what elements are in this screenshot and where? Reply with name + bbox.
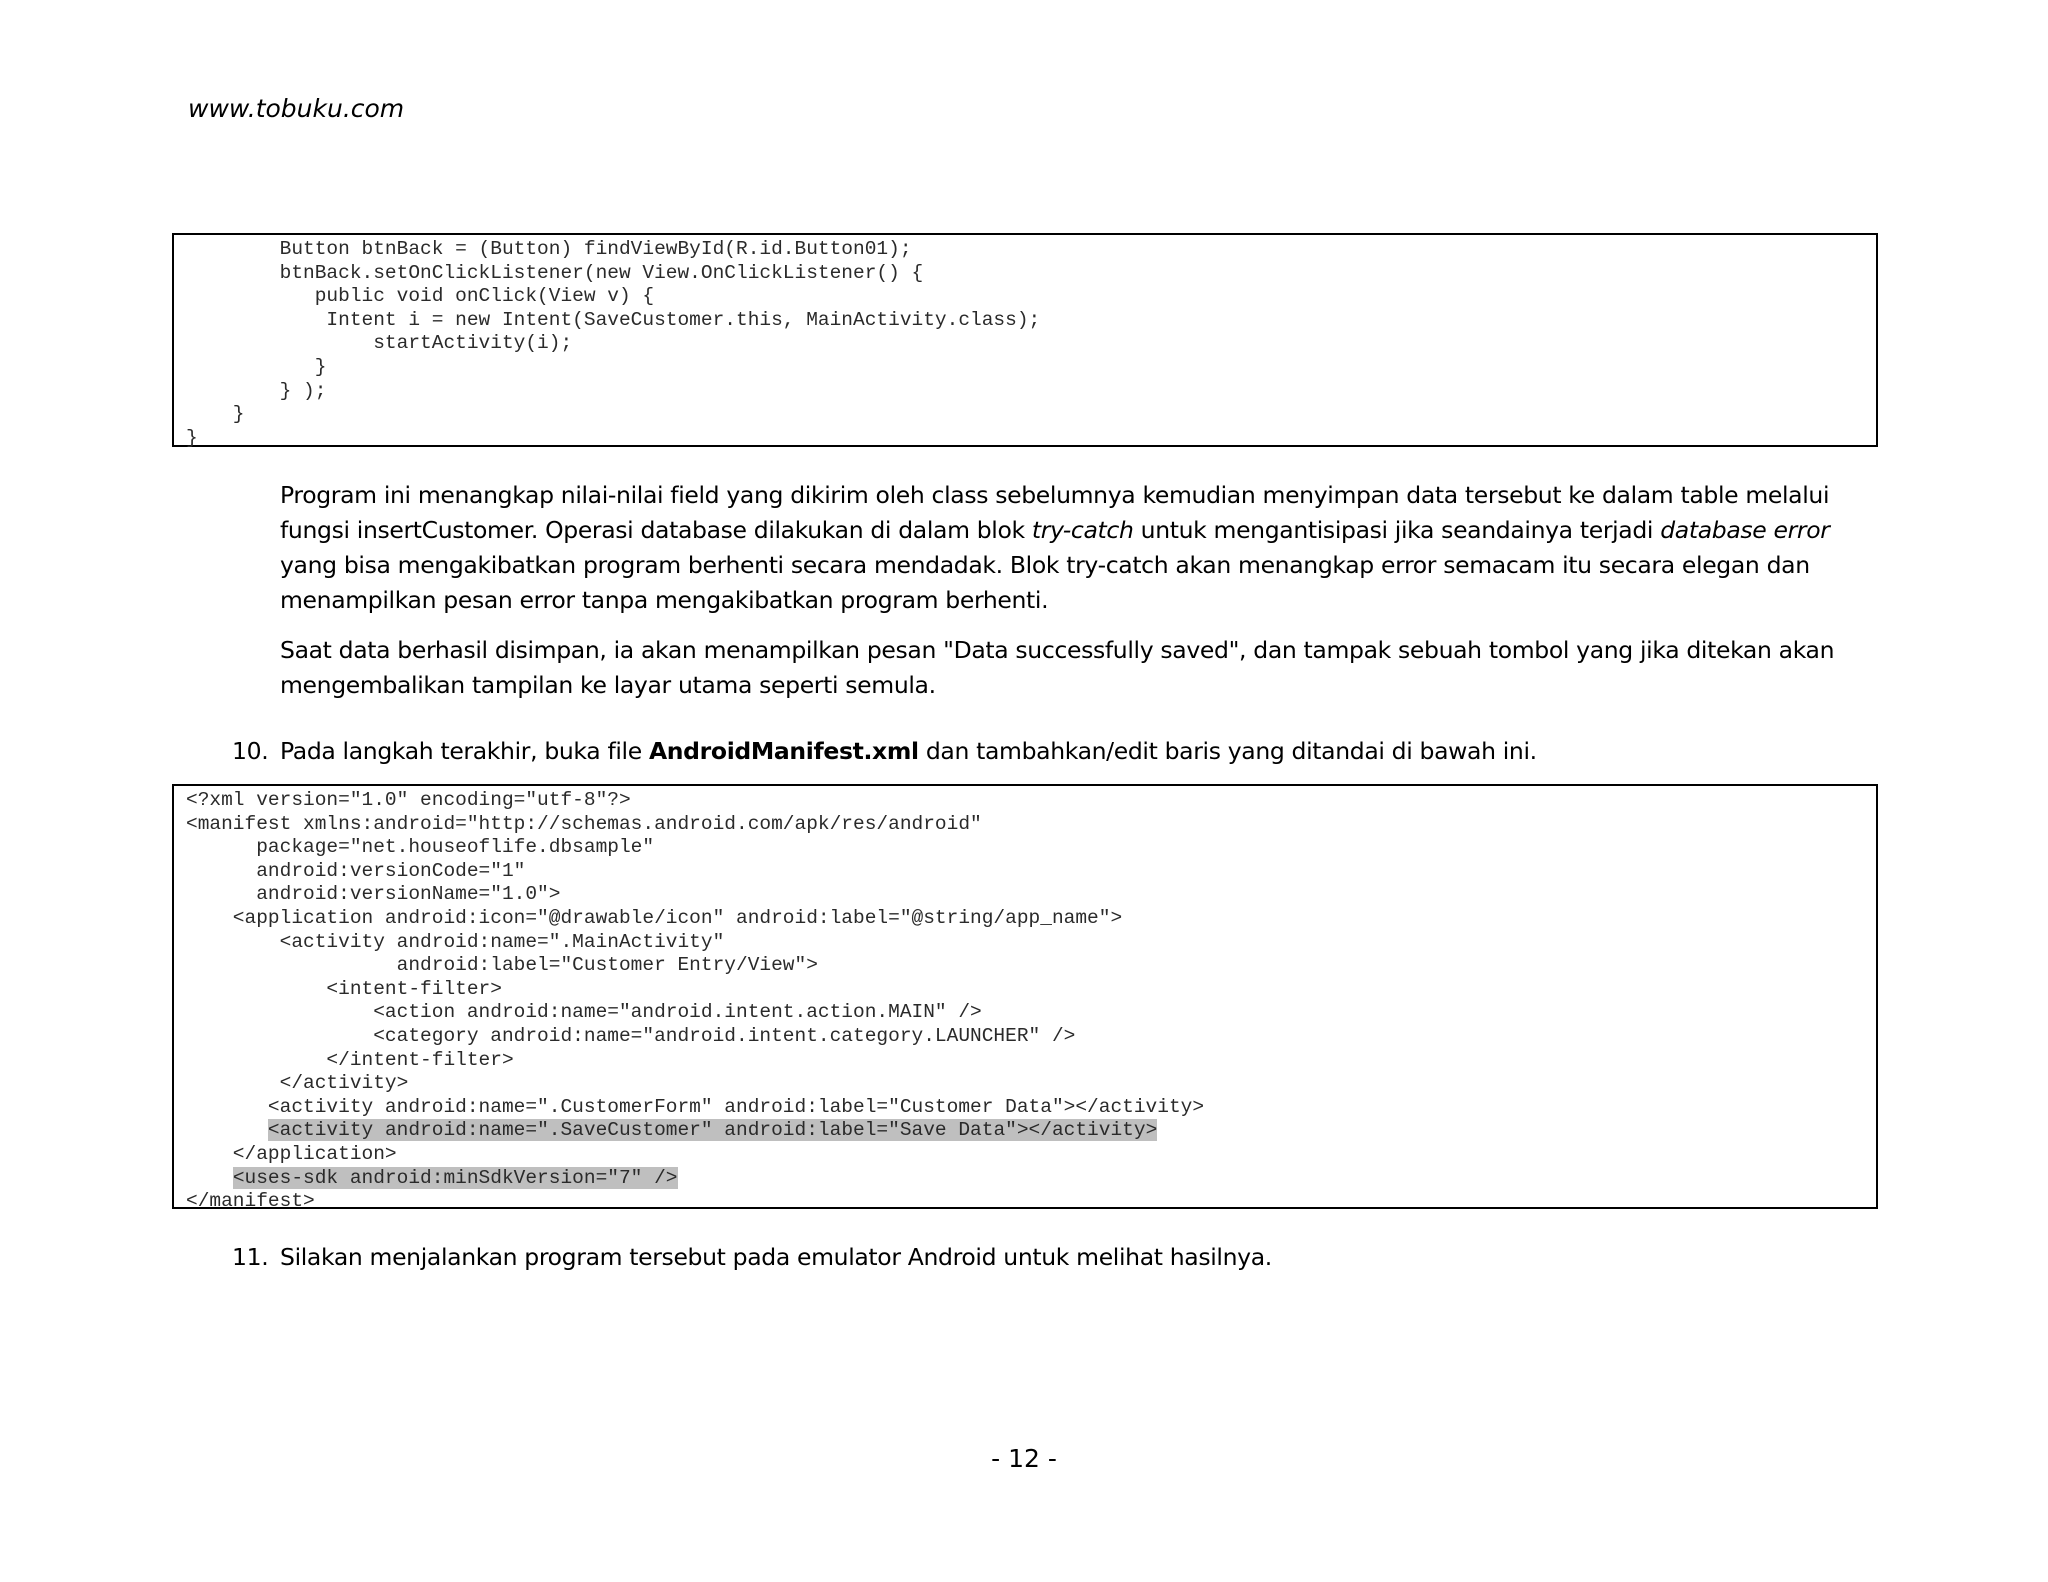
code-line: </activity>	[186, 1072, 409, 1095]
code-line-highlighted	[186, 1167, 1864, 1191]
page-number: - 12 -	[991, 1444, 1057, 1473]
step-text: dan tambahkan/edit baris yang ditandai di bawah ini.	[918, 737, 1537, 765]
paragraph-text: Program ini menangkap nilai-nilai field yang dikirim oleh class sebelumnya kemudian menyimpan data tersebut ke dalam table melalui fungsi insertCustomer. Operasi database dilakukan di dalam blok	[280, 481, 1830, 544]
code-block-manifest	[172, 784, 1878, 1213]
code-line: Intent i = new Intent(SaveCustomer.this, MainActivity.class);	[186, 308, 1041, 331]
step-text: Pada langkah terakhir, buka file	[280, 737, 649, 765]
paragraph-text: untuk mengantisipasi jika seandainya terjadi	[1133, 516, 1661, 544]
code-line: package="net.houseoflife.dbsample"	[186, 836, 655, 859]
code-line: <activity android:name=".CustomerForm" android:label="Customer Data"></activity>	[186, 1095, 1205, 1118]
code-line: </manifest>	[186, 1190, 315, 1213]
italic-term: try-catch	[1031, 516, 1134, 544]
indent	[186, 1119, 268, 1141]
step-number: 10.	[232, 737, 269, 765]
code-line: btnBack.setOnClickListener(new View.OnClickListener() {	[186, 261, 924, 284]
step-number: 11.	[232, 1243, 269, 1271]
explanation-paragraph	[280, 478, 1860, 618]
code-line: public void onClick(View v) {	[186, 285, 655, 308]
code-line: android:versionName="1.0">	[186, 883, 561, 906]
code-line: <?xml version="1.0" encoding="utf-8"?>	[186, 789, 631, 811]
code-line-highlighted	[186, 1119, 1864, 1143]
code-line: }	[186, 403, 245, 426]
code-line: </intent-filter>	[186, 1048, 514, 1071]
code-line: <intent-filter>	[186, 977, 502, 1000]
code-block-java	[172, 233, 1878, 447]
code-line: android:label="Customer Entry/View">	[186, 954, 818, 977]
code-line: android:versionCode="1"	[186, 859, 526, 882]
code-line: <action android:name="android.intent.action.MAIN" />	[186, 1001, 982, 1024]
italic-term: database error	[1660, 516, 1830, 544]
code-line: </application>	[186, 1142, 397, 1165]
paragraph-text: yang bisa mengakibatkan program berhenti secara mendadak. Blok try-catch akan menangkap error semacam itu secara elegan dan menampilkan pesan error tanpa mengakibatkan program berhenti.	[280, 551, 1810, 614]
code-line: } );	[186, 379, 327, 402]
saved-message-paragraph: Saat data berhasil disimpan, ia akan menampilkan pesan "Data successfully saved", dan tampak sebuah tombol yang jika ditekan akan mengembalikan tampilan ke layar utama seperti semula.	[280, 636, 1835, 699]
step-11	[232, 1240, 1872, 1275]
code-line: <application android:icon="@drawable/icon" android:label="@string/app_name">	[186, 906, 1123, 929]
highlighted-code: <activity android:name=".SaveCustomer" android:label="Save Data"></activity>	[267, 1119, 1158, 1142]
code-line: }	[186, 426, 198, 449]
site-url[interactable]: www.tobuku.com	[188, 94, 405, 123]
code-line: <activity android:name=".MainActivity"	[186, 930, 725, 953]
code-line: startActivity(i);	[186, 332, 573, 355]
code-line: Button btnBack = (Button) findViewById(R.id.Button01);	[186, 238, 912, 260]
indent	[186, 1167, 233, 1189]
code-line: <manifest xmlns:android="http://schemas.android.com/apk/res/android"	[186, 812, 982, 835]
step-10	[232, 734, 1872, 769]
file-name: AndroidManifest.xml	[648, 737, 919, 765]
code-line: }	[186, 355, 327, 378]
step-text: Silakan menjalankan program tersebut pada emulator Android untuk melihat hasilnya.	[280, 1243, 1272, 1271]
code-line: <category android:name="android.intent.category.LAUNCHER" />	[186, 1024, 1076, 1047]
highlighted-code: <uses-sdk android:minSdkVersion="7" />	[232, 1166, 678, 1189]
